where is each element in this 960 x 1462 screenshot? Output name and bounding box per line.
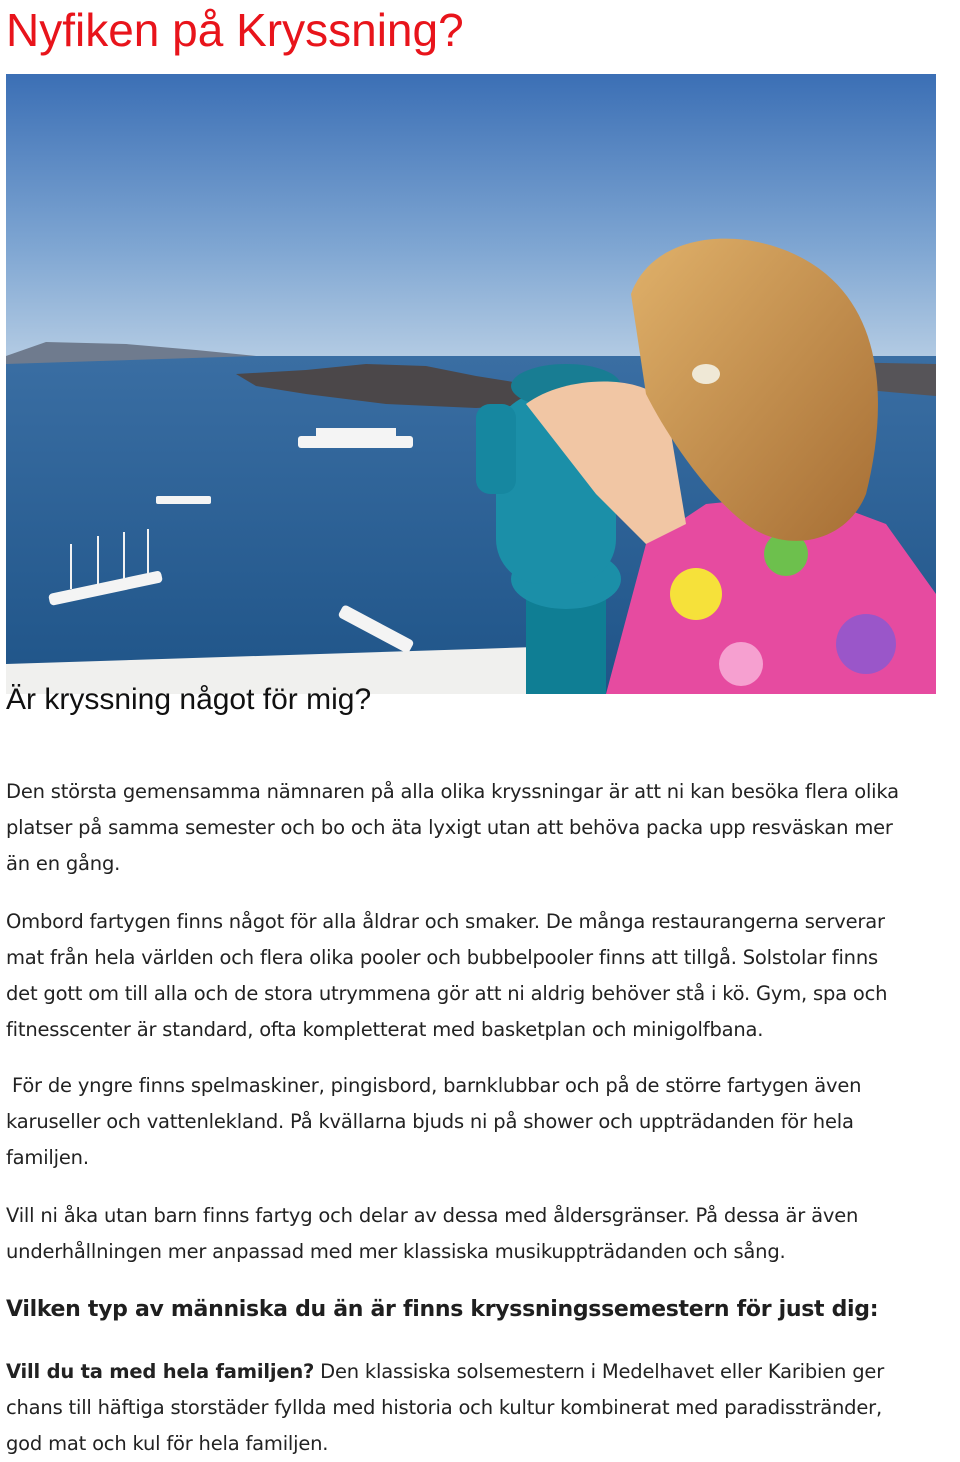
paragraph-kids — [6, 1068, 956, 1176]
paragraph-line: platser på samma semester och bo och äta lyxigt utan att behöva packa upp resväskan mer — [6, 816, 893, 839]
paragraph-onboard — [6, 904, 956, 1048]
paragraph-intro — [6, 774, 956, 882]
paragraph-line: Vill ni åka utan barn finns fartyg och delar av dessa med åldersgränser. På dessa är även — [6, 1204, 859, 1227]
section-heading-types: Vilken typ av människa du än är finns kryssningssemestern för just dig: — [6, 1297, 879, 1322]
paragraph-line: fitnesscenter är standard, ofta kompletterat med basketplan och minigolfbana. — [6, 1018, 764, 1041]
paragraph-adults — [6, 1198, 956, 1270]
family-lead: Vill du ta med hela familjen? — [6, 1360, 315, 1383]
paragraph-line: än en gång. — [6, 852, 121, 875]
family-line1-rest: Den klassiska solsemestern i Medelhavet eller Karibien ger — [314, 1360, 885, 1383]
paragraph-line: god mat och kul för hela familjen. — [6, 1432, 329, 1455]
paragraph-line — [6, 1354, 956, 1390]
paragraph-line: karuseller och vattenlekland. På kvällarna bjuds ni på shower och uppträdanden för hela — [6, 1110, 854, 1133]
cruise-photo-girl-binoculars-icon — [6, 74, 936, 694]
section-heading: Är kryssning något för mig? — [6, 683, 372, 716]
paragraph-line: familjen. — [6, 1146, 89, 1169]
paragraph-line: mat från hela världen och flera olika pooler och bubbelpooler finns att tillgå. Solstolar finns — [6, 946, 878, 969]
paragraph-line: För de yngre finns spelmaskiner, pingisbord, barnklubbar och på de större fartygen även — [6, 1074, 862, 1097]
paragraph-line: Den största gemensamma nämnaren på alla olika kryssningar är att ni kan besöka flera olika — [6, 780, 899, 803]
paragraph-line: chans till häftiga storstäder fyllda med historia och kultur kombinerat med paradisstränder, — [6, 1396, 882, 1419]
paragraph-family — [6, 1354, 956, 1462]
page-title: Nyfiken på Kryssning? — [6, 4, 464, 56]
hero-image — [6, 74, 936, 694]
paragraph-line: underhållningen mer anpassad med mer klassiska musikuppträdanden och sång. — [6, 1240, 786, 1263]
paragraph-line: det gott om till alla och de stora utrymmena gör att ni aldrig behöver stå i kö. Gym, spa och — [6, 982, 888, 1005]
paragraph-line: Ombord fartygen finns något för alla åldrar och smaker. De många restaurangerna serverar — [6, 910, 885, 933]
